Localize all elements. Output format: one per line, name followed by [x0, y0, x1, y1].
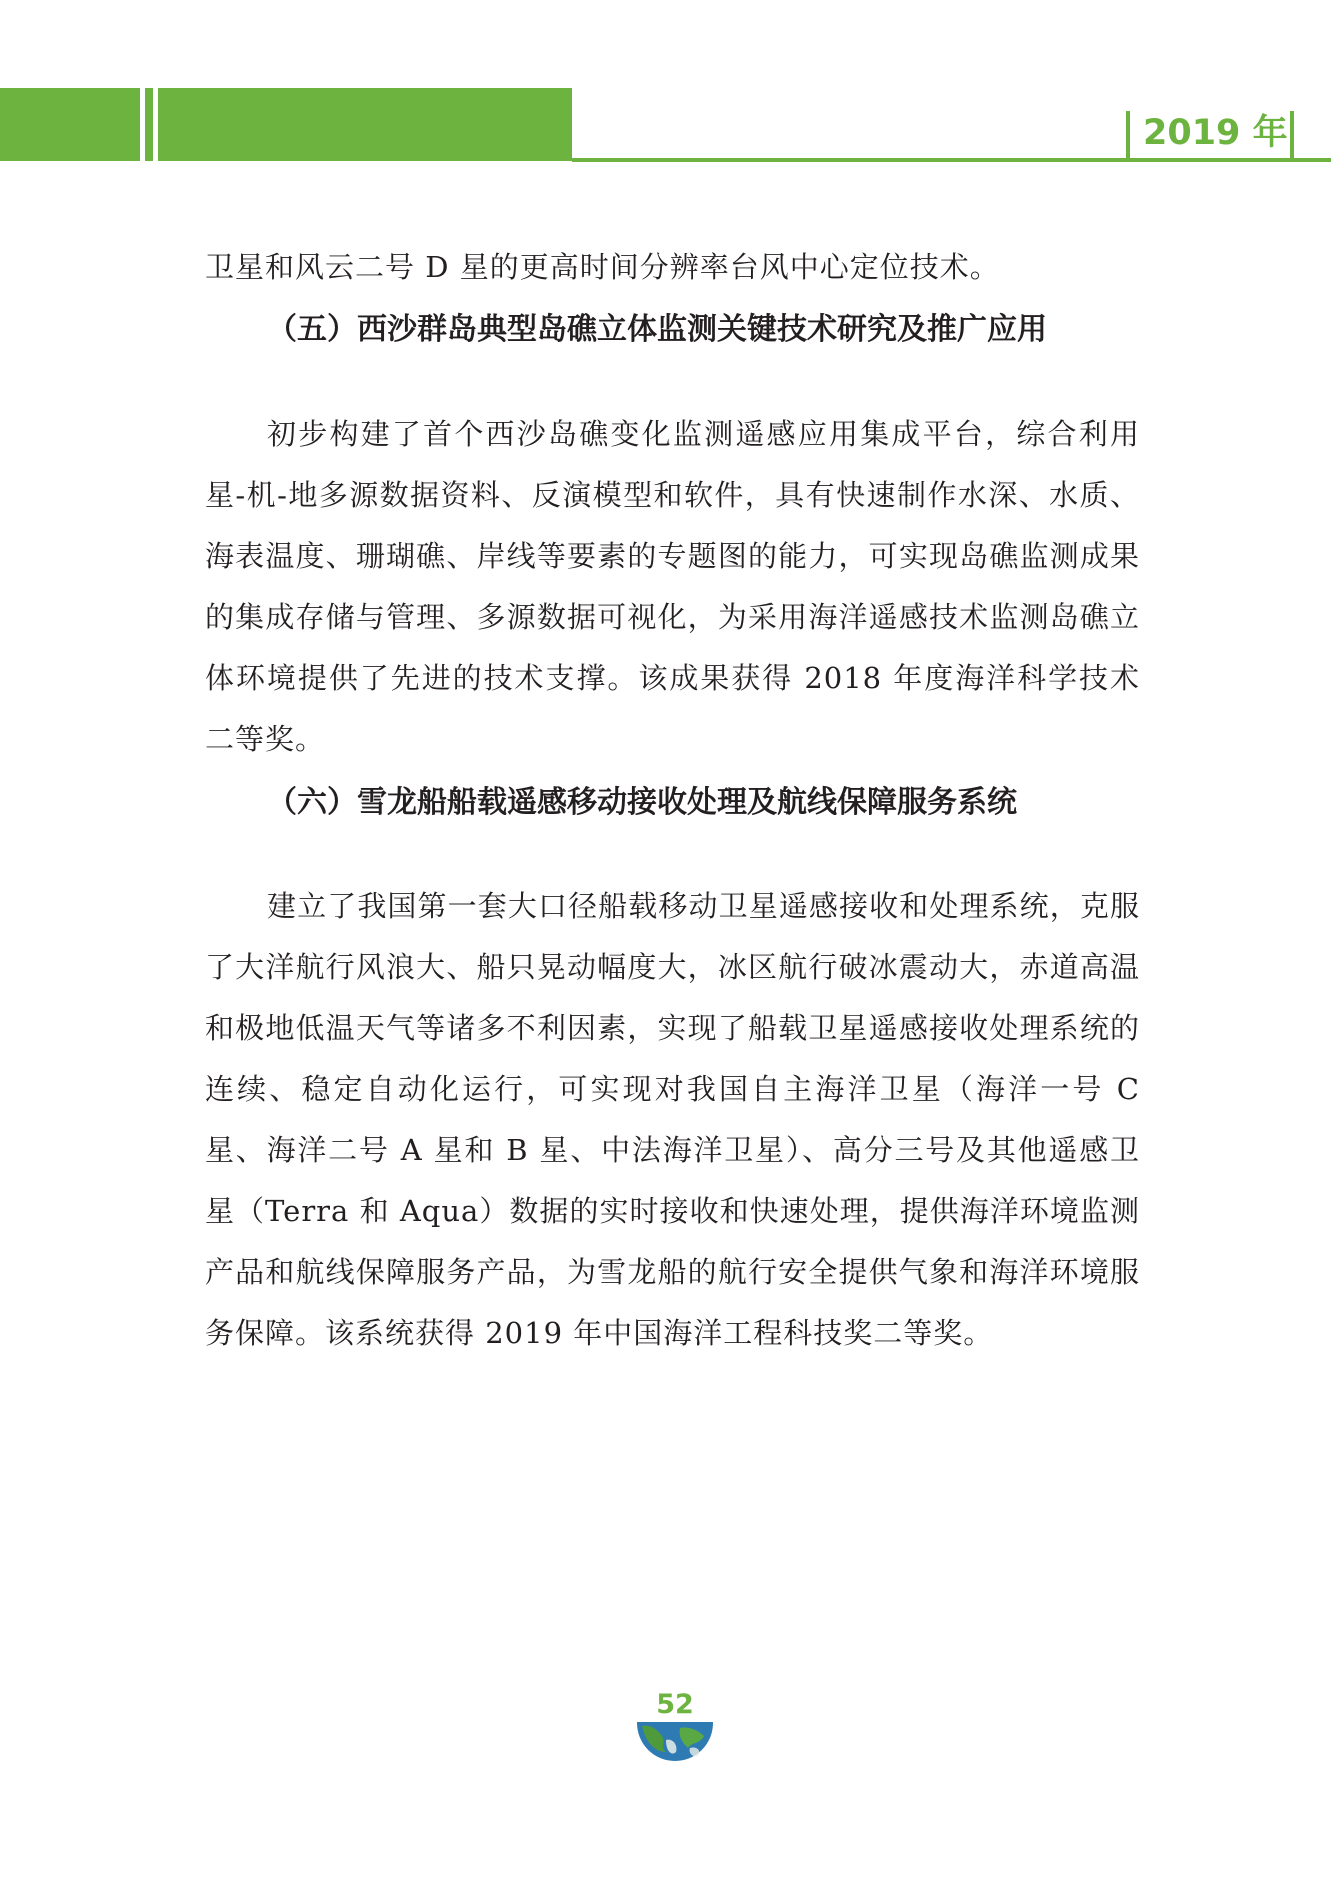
section-heading-6: （六）雪龙船船载遥感移动接收处理及航线保障服务系统	[267, 785, 1017, 820]
section-6-paragraph: 建立了我国第一套大口径船载移动卫星遥感接收和处理系统，克服了大洋航行风浪大、船只晃动幅度大，冰区航行破冰震动大，赤道高温和极地低温天气等诸多不利因素，实现了船载卫星遥感接收处理系统的连续、稳定自动化运行，可实现对我国自主海洋卫星（海洋一号 C 星、海洋二号 A 星和 B 星、中法海洋卫星）、高分三号及其他遥感卫星（Terra 和 Aqua）数据的实时接收和快速处理，提供海洋环境监测产品和航线保障服务产品，为雪龙船的航行安全提供气象和海洋环境服务保障。该系统获得 2019 年中国海洋工程科技奖二等奖。	[205, 889, 1140, 1350]
earth-globe-icon	[636, 1722, 714, 1766]
header-stripe-right	[153, 88, 158, 161]
section-heading-5: （五）西沙群岛典型岛礁立体监测关键技术研究及推广应用	[267, 312, 1047, 347]
header-green-band	[0, 88, 572, 161]
continued-paragraph: 卫星和风云二号 D 星的更高时间分辨率台风中心定位技术。	[205, 250, 1000, 284]
section-5-paragraph: 初步构建了首个西沙岛礁变化监测遥感应用集成平台，综合利用星-机-地多源数据资料、反演模型和软件，具有快速制作水深、水质、海表温度、珊瑚礁、岸线等要素的专题图的能力，可实现岛礁监测成果的集成存储与管理、多源数据可视化，为采用海洋遥感技术监测岛礁立体环境提供了先进的技术支撑。该成果获得 2018 年度海洋科学技术二等奖。	[205, 417, 1140, 756]
page-number: 52	[656, 1689, 694, 1720]
year-bracket-right	[1290, 111, 1294, 161]
header-stripe-left	[140, 88, 145, 161]
header-rule	[572, 158, 1331, 162]
year-bracket-left	[1126, 111, 1130, 161]
header-year: 2019 年	[1143, 113, 1288, 153]
